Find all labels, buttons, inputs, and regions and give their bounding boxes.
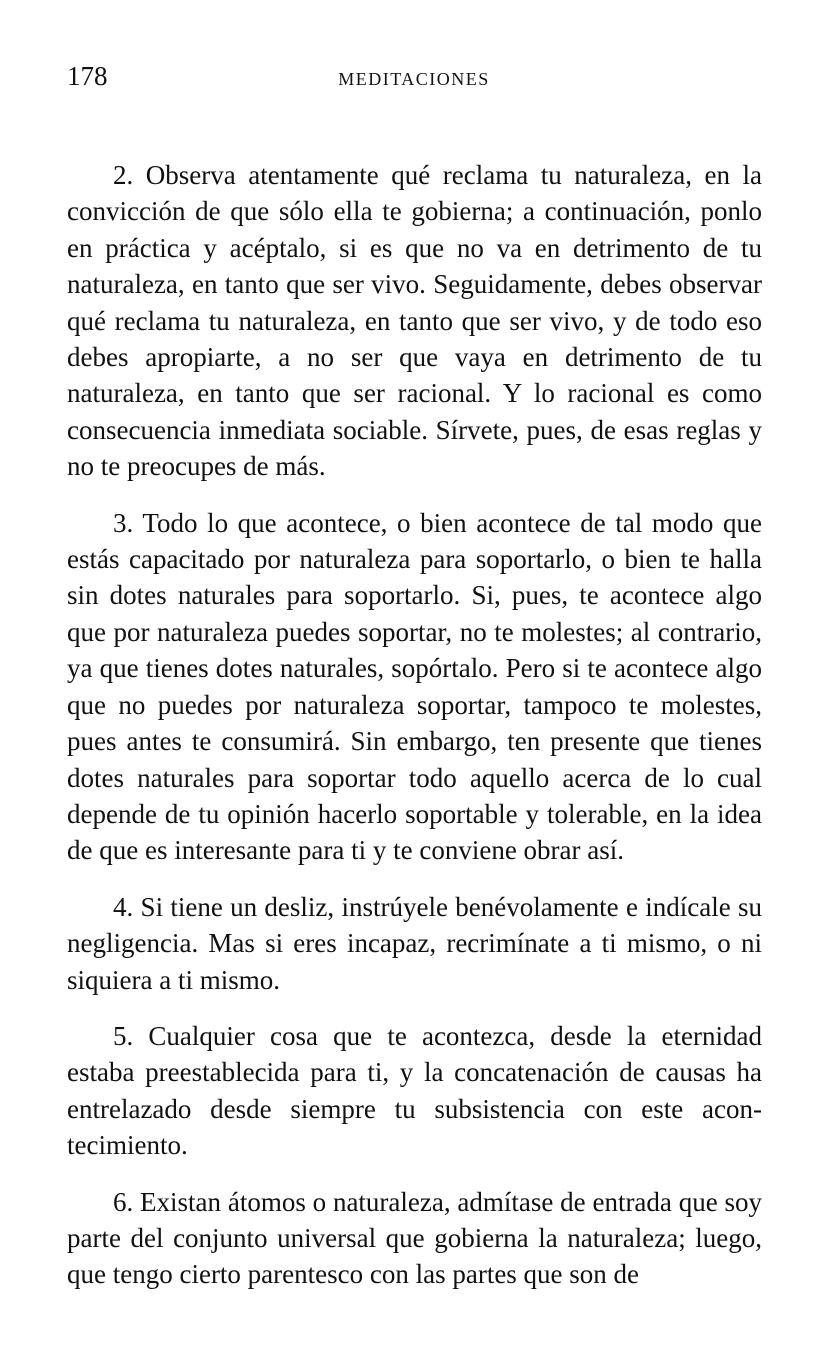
page-number: 178 [67, 61, 108, 91]
page-header [67, 60, 761, 96]
running-title: MEDITACIONES [338, 69, 490, 89]
page-body [67, 157, 762, 1313]
paragraph-2: 2. Observa atentamente qué reclama tu naturaleza, en la convicción de que sólo ella te gobierna; a continuación, ponlo en práctica y acéptalo, si es que no va en detrimento de tu naturaleza, en tanto que ser vivo. Seguidamente, debes observar qué reclama tu naturaleza, en tanto que ser vivo, y de todo eso debes apropiarte, a no ser que vaya en detrimento de tu naturaleza, en tanto que ser racional. Y lo racional es como consecuencia inmediata sociable. Sírvete, pues, de esas reglas y no te preocupes de más. [67, 160, 762, 482]
paragraph-6: 6. Existan átomos o naturaleza, admítase de entrada que soy parte del conjunto universal que gobierna la naturaleza; luego, que tengo cierto parentesco con las partes que son de [67, 1186, 762, 1290]
paragraph-4: 4. Si tiene un desliz, instrúyele benévolamente e indícale su negligencia. Mas si eres incapaz, recrimínate a ti mismo, o ni siquiera a ti mismo. [67, 891, 762, 995]
paragraph-3: 3. Todo lo que acontece, o bien acontece de tal modo que estás capacitado por naturaleza para soportarlo, o bien te halla sin dotes naturales para soportarlo. Si, pues, te acontece algo que por naturaleza puedes soportar, no te molestes; al contrario, ya que tienes dotes naturales, sopórtalo. Pero si te acontece algo que no puedes por naturaleza soportar, tampoco te molestes, pues antes te consumirá. Sin embargo, ten presente que tienes dotes naturales para soportar todo aquello acerca de lo cual depende de tu opinión hacerlo soportable y tolerable, en la idea de que es interesante para ti y te conviene obrar así. [67, 507, 762, 866]
paragraph-5: 5. Cualquier cosa que te acontezca, desde la eternidad estaba preestablecida para ti, y la concatenación de causas ha entrelazado desde siempre tu subsistencia con este acontecimiento. [67, 1020, 762, 1161]
